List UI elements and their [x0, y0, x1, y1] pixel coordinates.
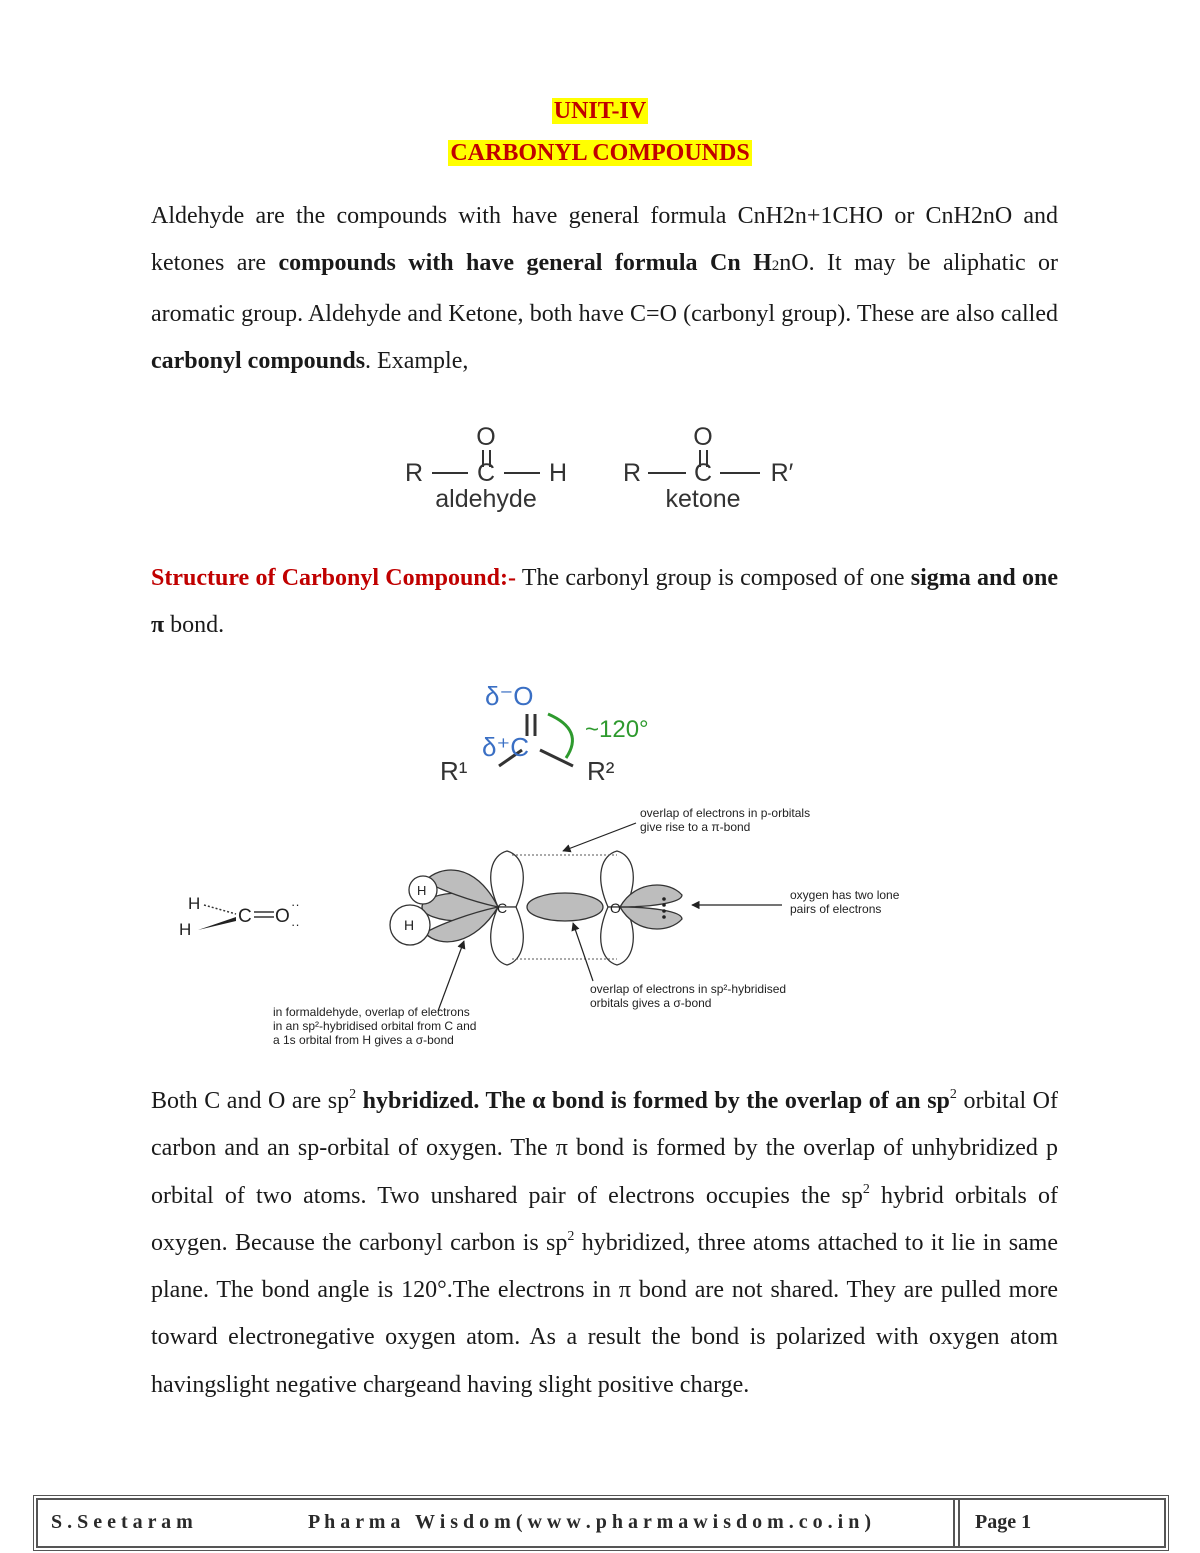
formaldehyde-annotation: a 1s orbital from H gives a σ-bond	[273, 1033, 454, 1047]
footer-site: P h a r m a W i s d o m ( w w w . p h a r m a w i s d o m . c o . i n )	[308, 1511, 872, 1533]
ketone-label: ketone	[665, 485, 741, 513]
page-heading: CARBONYL COMPOUNDS	[450, 140, 750, 166]
footer-divider	[953, 1498, 955, 1548]
structure-paragraph: Structure of Carbonyl Compound:- The carbonyl group is composed of one sigma and one π bond.	[151, 565, 1058, 639]
intro-paragraph: Aldehyde are the compounds with have general formula CnH2n+1CHO or CnH2nO and ketones are compounds with have general formula Cn H2nO. It may be aliphatic or aromatic group. Aldehyde and Ketone, both have C=O (carbonyl group). These are also called carbonyl compounds. Example,	[151, 203, 1059, 374]
svg-text:O: O	[275, 906, 290, 927]
carbonyl-polarity-figure	[435, 672, 700, 790]
footer-divider	[958, 1498, 960, 1548]
pi-bond-annotation: give rise to a π-bond	[640, 820, 751, 834]
lone-pair-annotation: oxygen has two lone	[790, 888, 900, 902]
unit-title: UNIT-IV	[553, 98, 647, 124]
formaldehyde-orbital-diagram	[170, 795, 960, 1055]
hydrogen-atom-label: H	[548, 459, 568, 487]
r-group-label: R	[622, 459, 642, 487]
carbon-atom-label: C	[693, 459, 713, 487]
pi-bond-annotation: overlap of electrons in p-orbitals	[640, 806, 811, 820]
formaldehyde-structure	[179, 894, 300, 939]
footer-page-number: Page 1	[975, 1511, 1032, 1533]
aldehyde-ketone-figure	[400, 415, 820, 515]
sigma-bond-annotation: overlap of electrons in sp²-hybridised	[590, 982, 787, 996]
carbon-label: C	[497, 900, 508, 916]
r1-group-label: R¹	[440, 756, 468, 786]
page-footer	[33, 1495, 1169, 1553]
svg-text:H: H	[188, 894, 201, 913]
hydrogen-label: H	[417, 883, 427, 898]
orbital-overlap-drawing	[390, 851, 682, 965]
carbon-atom-label: C	[476, 459, 496, 487]
formaldehyde-annotation: in an sp²-hybridised orbital from C and	[273, 1019, 477, 1033]
r-prime-group-label: R′	[770, 459, 794, 487]
r2-group-label: R²	[587, 756, 615, 786]
formaldehyde-annotation: in formaldehyde, overlap of electrons	[273, 1005, 470, 1019]
svg-text:C: C	[238, 906, 252, 927]
hydrogen-label: H	[404, 917, 415, 933]
r-group-label: R	[404, 459, 424, 487]
aldehyde-label: aldehyde	[435, 485, 537, 513]
oxygen-label: O	[610, 900, 621, 916]
delta-plus-carbon-label: δ⁺C	[482, 732, 529, 762]
oxygen-atom-label: O	[476, 423, 496, 451]
footer-author: S . S e e t a r a m	[51, 1511, 193, 1533]
oxygen-atom-label: O	[693, 423, 713, 451]
svg-text:H: H	[179, 920, 192, 939]
svg-text:··: ··	[291, 917, 300, 932]
bond-angle-label: ~120°	[585, 716, 649, 743]
lone-pair-annotation: pairs of electrons	[790, 902, 882, 916]
hybridization-paragraph: Both C and O are $sp^2$ hybridized. The α bond is formed by the overlap of an $sp^2$ orbital Of carbon and an sp-orbital of oxygen. The π bond is formed by the overlap of unhybridized p orbital of two atoms. Two unshared pair of electrons occupies the $sp^2$ hybrid orbitals of oxygen. Because the carbonyl carbon is $sp^2$ hybridized, three atoms attached to it lie in same plane. The bond angle is 120°.The electrons in π bond are not shared. They are pulled more toward electronegative oxygen atom. As a result the bond is polarized with oxygen atom havingslight negative chargeand having slight positive charge.	[151, 1087, 1059, 1398]
delta-minus-oxygen-label: δ⁻O	[485, 681, 534, 711]
sigma-bond-annotation: orbitals gives a σ-bond	[590, 996, 712, 1010]
svg-text:··: ··	[291, 897, 300, 912]
